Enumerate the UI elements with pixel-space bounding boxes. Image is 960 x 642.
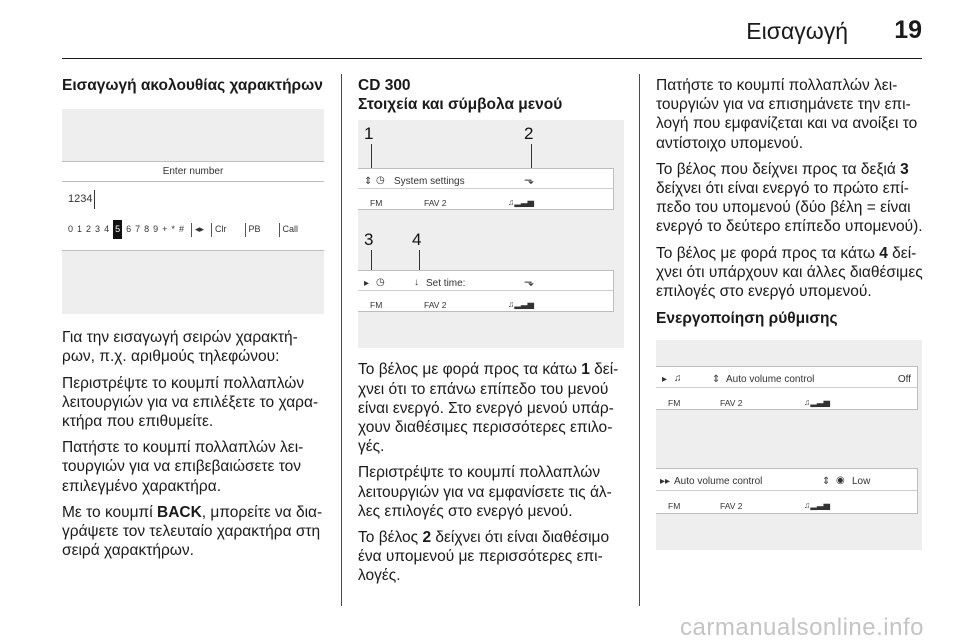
down-arrow-icon: ↓	[414, 277, 419, 289]
scroll-arrows-icon: ⇕	[364, 176, 373, 188]
arrow1-post: δείχνει ότι το επάνω επίπεδο του μενού είναι ενεργό. Στο ενεργό μενού υπάρχουν διαθέσιμες περισσότερες επιλογές.	[358, 361, 619, 456]
auto-volume-off-screen	[656, 366, 918, 410]
arrow4-pre: Το βέλος με φορά προς τα κάτω	[656, 244, 880, 262]
callout-4: 4	[412, 230, 422, 250]
character-key: 7	[135, 224, 141, 235]
back-pre: Με το κουμπί	[62, 503, 157, 521]
column-2	[358, 76, 624, 586]
music-note-icon: ♫	[674, 373, 682, 385]
arrow2-num: 2	[422, 529, 432, 547]
figure-enter-number	[62, 109, 324, 314]
number-entry-field: 1234	[68, 190, 95, 209]
signal-strength-icon: ♫▂▃▅	[804, 397, 830, 408]
character-key: *	[171, 224, 175, 235]
setting-title: Auto volume control	[726, 374, 815, 386]
character-key: +	[162, 224, 168, 235]
setting-title: Auto volume control	[674, 476, 763, 488]
setting-value: Off	[897, 374, 911, 386]
clock-icon: ◷	[376, 175, 385, 187]
screen-separator	[656, 387, 917, 388]
key-separator	[279, 223, 280, 237]
section-heading-cd300: CD 300	[358, 77, 411, 94]
callout-3: 3	[364, 230, 374, 250]
section-heading-character-entry: Εισαγωγή ακολουθίας χαρακτήρων	[62, 77, 323, 94]
screen-title: Enter number	[62, 162, 324, 182]
leader-3	[371, 250, 372, 272]
cursor-arrows-icon: ◂▸	[194, 224, 204, 235]
character-key: 3	[95, 224, 101, 235]
paragraph-arrow-1	[358, 360, 624, 456]
scroll-arrows-icon: ⇕	[712, 374, 721, 386]
arrow4-post: δείχνει ότι υπάρχουν και άλλες διαθέσιμες επιλογές στο ενεργό υπομενού.	[656, 244, 923, 301]
character-key: 0	[68, 224, 74, 235]
arrow1-pre: Το βέλος με φορά προς τα κάτω	[358, 361, 582, 379]
callout-1: 1	[364, 124, 374, 144]
character-key: 4	[104, 224, 110, 235]
function-key-call: Call	[282, 224, 299, 235]
signal-strength-icon: ♫▂▃▅	[508, 197, 534, 208]
arrow3-pre: Το βέλος που δείχνει προς τα δεξιά	[656, 160, 901, 178]
screen-title: System settings	[394, 176, 465, 188]
paragraph-press-submenu: Πατήστε το κουμπί πολλαπλών λειτουργιών για να επισημάνετε την επιλογή που εμφανίζεται και να ανοίξει το αντίστοιχο υπομενού.	[656, 77, 918, 152]
paragraph-rotate-options: Περιστρέψτε το κουμπί πολλαπλών λειτουργιών για να εμφανίσετε τις άλλες επιλογές στο ενεργό μενού.	[358, 464, 612, 520]
character-key: 2	[86, 224, 92, 235]
arrow1-num: 1	[581, 361, 590, 379]
key-separator	[211, 223, 212, 237]
back-post: , μπορείτε να διαγράψετε τον τελευταίο χαρακτήρα στη σειρά χαρακτήρων.	[62, 503, 323, 560]
submenu-arrow-icon: ⬎	[524, 173, 535, 188]
band-label: FM	[668, 398, 681, 409]
page-number: 19	[894, 16, 922, 44]
header-rule	[62, 58, 922, 59]
figure-menu-symbols	[358, 120, 624, 348]
column-1	[62, 76, 324, 560]
screen-title: Set time:	[426, 278, 466, 290]
character-key: 9	[153, 224, 159, 235]
set-time-screen	[358, 270, 614, 312]
section-heading-activate-setting: Ενεργοποίηση ρύθμισης	[656, 310, 838, 328]
running-header-title: Εισαγωγή	[746, 18, 848, 44]
screen-separator	[358, 188, 613, 189]
key-separator	[191, 223, 192, 237]
character-selector-row	[68, 220, 302, 239]
paragraph-press: Πατήστε το κουμπί πολλαπλών λειτουργιών για να επιβεβαιώσετε τον επιλεγμένο χαρακτήρα.	[62, 439, 304, 495]
callout-2: 2	[524, 124, 534, 144]
radio-selected-icon: ◉	[836, 475, 845, 487]
arrow3-post: δείχνει ότι είναι ενεργό το πρώτο επίπεδο του υπομενού (δύο βέλη = είναι ενεργό το δεύτερο επίπεδο υπομενού).	[656, 180, 923, 236]
section-heading-menu-items: Στοιχεία και σύμβολα μενού	[358, 96, 563, 114]
paragraph-arrow-3	[656, 160, 924, 237]
paragraph-intro: Για την εισαγωγή σειρών χαρακτήρων, π.χ. αριθμούς τηλεφώνου:	[62, 329, 298, 366]
watermark: carmanualsonline.info	[680, 614, 924, 641]
system-settings-screen	[358, 168, 614, 210]
character-key: 1	[77, 224, 83, 235]
submenu-arrow-icon: ⬎	[524, 275, 535, 290]
character-key: #	[178, 224, 184, 235]
paragraph-arrow-4	[656, 244, 924, 302]
leader-4	[419, 250, 420, 272]
paragraph-back	[62, 503, 324, 561]
station-label: FAV 2	[424, 198, 447, 209]
column-divider-2	[639, 74, 640, 606]
signal-strength-icon: ♫▂▃▅	[804, 500, 830, 511]
screen-separator	[358, 290, 613, 291]
function-key-clr: Clr	[215, 224, 227, 235]
auto-volume-low-screen	[656, 468, 918, 514]
arrow4-num: 4	[879, 244, 888, 262]
band-label: FM	[370, 198, 383, 209]
paragraph-arrow-2	[358, 528, 624, 586]
double-right-arrow-icon: ▸▸	[660, 476, 671, 488]
arrow2-post: δείχνει ότι είναι διαθέσιμο ένα υπομενού με περισσότερες επιλογές.	[358, 529, 610, 585]
station-label: FAV 2	[720, 501, 743, 512]
column-3	[656, 76, 924, 550]
character-key: 5	[113, 220, 122, 239]
back-key-label: BACK	[157, 503, 202, 521]
paragraph-rotate: Περιστρέψτε το κουμπί πολλαπλών λειτουργιών για να επιλέξετε το χαρακτήρα που επιθυμείτε.	[62, 374, 319, 431]
band-label: FM	[370, 300, 383, 311]
clock-icon: ◷	[376, 277, 385, 289]
arrow3-num: 3	[900, 160, 909, 178]
enter-number-screen	[62, 161, 324, 251]
function-key-pb: PB	[248, 224, 261, 235]
right-arrow-icon: ▸	[662, 374, 668, 386]
scroll-arrows-icon: ⇕	[822, 476, 831, 488]
right-arrow-icon: ▸	[364, 278, 370, 290]
arrow2-pre: Το βέλος	[358, 529, 423, 547]
figure-auto-volume	[656, 340, 922, 550]
key-separator	[245, 223, 246, 237]
character-key: 6	[126, 224, 132, 235]
screen-separator	[656, 490, 917, 491]
station-label: FAV 2	[424, 300, 447, 311]
setting-value: Low	[852, 476, 871, 488]
station-label: FAV 2	[720, 398, 743, 409]
band-label: FM	[668, 501, 681, 512]
signal-strength-icon: ♫▂▃▅	[508, 299, 534, 310]
column-divider-1	[341, 74, 342, 606]
character-key: 8	[144, 224, 150, 235]
